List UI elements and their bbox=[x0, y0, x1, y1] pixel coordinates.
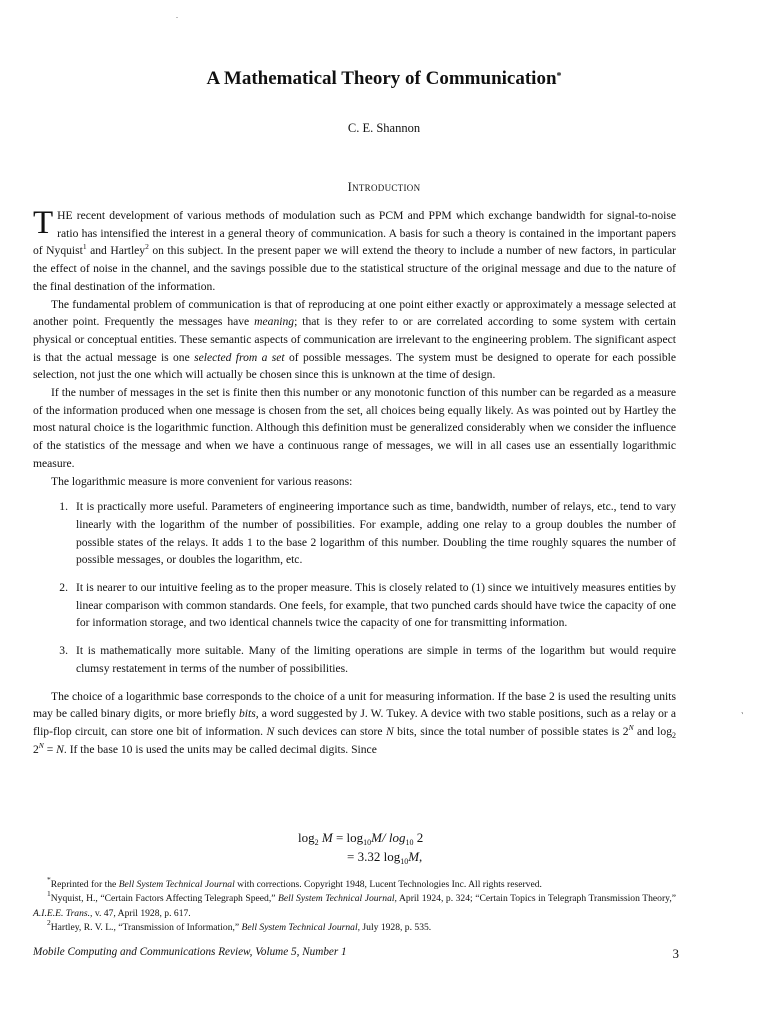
page-footer bbox=[33, 946, 679, 961]
footnote-ref-2: 2 bbox=[145, 242, 149, 252]
paragraph-4: The logarithmic measure is more convenient for various reasons: bbox=[51, 474, 353, 488]
footnote-2: $^2$Hartley, R. V. L., “Transmission of Information,” Bell System Technical Journal, July 1928, p. 535. bbox=[47, 918, 432, 934]
list-item: 1. It is practically more useful. Parameters of engineering importance such as time, bandwidth, number of relays, etc., tend to vary linearly with the logarithm of the number of possibilities. For example, adding one relay to a group doubles the number of possible states of the relays. It adds 1 to the base 2 logarithm of this number. Doubling the time roughly squares the number of possible messages, or doubles the logarithm, etc. bbox=[59, 500, 676, 567]
paragraph-2: The fundamental problem of communication is that of reproducing at one point either exactly or approximately a message selected at another point. Frequently the messages have meaning; that is they refer to or are correlated according to some system with certain physical or conceptual entities. These semantic aspects of communication are irrelevant to the engineering problem. The significant aspect is that the actual message is one selected from a set of possible messages. The system must be designed to operate for each possible selection, not just the one which will actually be chosen since this is unknown at the time of design. bbox=[33, 297, 676, 382]
equation bbox=[298, 828, 423, 866]
section-heading: Introduction bbox=[347, 180, 421, 194]
margin-mark: ˎ bbox=[740, 703, 748, 716]
footnote-reprint: *Reprinted for the Bell System Technical Journal with corrections. Copyright 1948, Lucent Technologies Inc. All rights reserved. bbox=[47, 875, 542, 890]
equation-line-1: $\log_2 M = \log_{10}M/$ $\log_{10} 2$ bbox=[298, 830, 424, 847]
author-name: C. E. Shannon bbox=[347, 121, 421, 135]
paragraph-1: THE recent development of various methods of modulation such as PCM and PPM which exchange bandwidth for signal-to-noise ratio has intensified the interest in a general theory of communication. A basis for such a theory is contained in the important papers of Nyquist$^1$ and Hartley$^2$ on this subject. In the present paper we will extend the theory to include a number of new factors, in particular the effect of noise in the channel, and the savings possible due to the statistical structure of the original message and due to the nature of the final destination of the information. bbox=[33, 205, 676, 293]
equation-line-2: = 3.32 $\log_{10}M$, bbox=[347, 849, 423, 866]
footnote-ref-1: 1 bbox=[82, 242, 87, 252]
drop-cap: T bbox=[33, 205, 54, 241]
footnote-1: $^1$Nyquist, H., “Certain Factors Affecting Telegraph Speed,” Bell System Technical Journal, April 1924, p. 324; “Certain Topics in Telegraph Transmission Theory,” A.I.E.E. Trans., v. 47, April 1928, p. 617. bbox=[33, 889, 676, 919]
title-footnote-mark: * bbox=[556, 71, 562, 82]
body-text bbox=[33, 207, 676, 758]
paragraph-3: If the number of messages in the set is finite then this number or any monotonic function of this number can be regarded as a measure of the information produced when one message is chosen from the set, all choices being equally likely. As was pointed out by Hartley the most natural choice is the logarithmic function. Although this definition must be generalized considerably when we consider the influence of the statistics of the message and when we have a continuous range of messages, we will in all cases use an essentially logarithmic measure. bbox=[33, 386, 676, 470]
page-number: 3 bbox=[672, 946, 679, 961]
paper-title: A Mathematical Theory of Communication* bbox=[206, 68, 562, 89]
footnotes bbox=[33, 875, 676, 936]
list-item: 2. It is nearer to our intuitive feeling as to the proper measure. This is closely related to (1) since we intuitively measures entities by linear comparison with common standards. One feels, for example, that two punched cards should have twice the capacity of one for information storage, and two identical channels twice the capacity of one for transmitting information. bbox=[59, 581, 676, 630]
paragraph-5: The choice of a logarithmic base corresponds to the choice of a unit for measuring information. If the base 2 is used the resulting units may be called binary digits, or more briefly bits, a word suggested by J. W. Tukey. A device with two stable positions, such as a relay or a flip-flop circuit, can store one bit of information. N such devices can store N bits, since the total number of possible states is $2^N$ and $\log_2 2^N = N$. If the base 10 is used the units may be called decimal digits. Since bbox=[33, 689, 677, 756]
journal-citation: Mobile Computing and Communications Review, Volume 5, Number 1 bbox=[33, 946, 347, 958]
list-item: 3. It is mathematically more suitable. Many of the limiting operations are simple in terms of the logarithm but would require clumsy restatement in terms of the number of possibilities. bbox=[59, 644, 676, 675]
scan-speck bbox=[176, 17, 178, 18]
reasons-list bbox=[33, 498, 676, 677]
